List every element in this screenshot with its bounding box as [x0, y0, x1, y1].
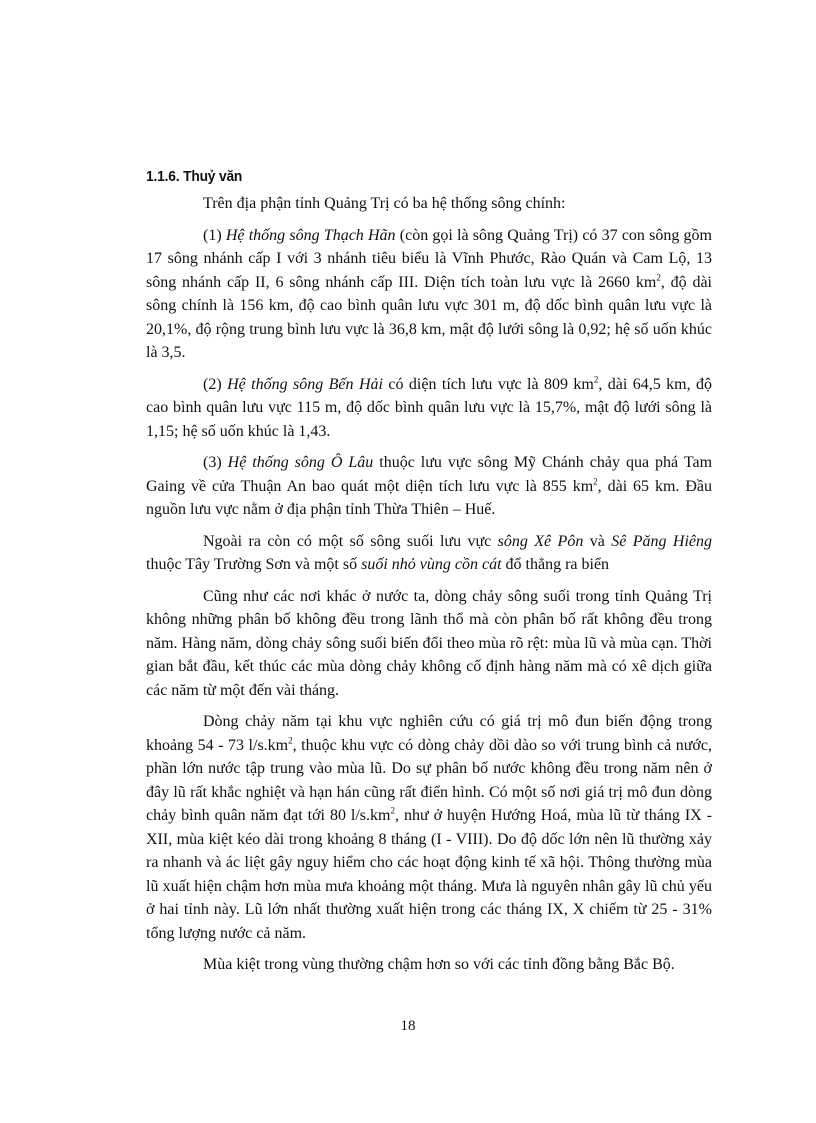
superscript: 2: [593, 476, 598, 487]
italic-text: suối nhỏ vùng cồn cát: [361, 556, 502, 573]
text-run: đổ thẳng ra biển: [501, 556, 610, 573]
paragraph-6: [146, 585, 712, 703]
text-run: Ngoài ra còn có một số sông suối lưu vực: [203, 532, 498, 550]
paragraph-4: [146, 451, 712, 522]
document-page: [146, 168, 712, 985]
section-heading: 1.1.6. Thuỷ văn: [146, 168, 243, 185]
superscript: 2: [656, 272, 661, 283]
paragraph-8: [146, 953, 712, 977]
text-run: thuộc Tây Trường Sơn và một số: [146, 556, 362, 573]
paragraph-3: [146, 373, 712, 444]
page-number: 18: [400, 1018, 416, 1034]
text-run: Dòng chảy năm tại khu vực nghiên cứu có giá trị mô đun biến động trong khoảng 54 - 73 l/s.km: [146, 713, 712, 754]
text-run: và: [583, 532, 612, 550]
paragraph-2: [146, 224, 712, 365]
superscript: 2: [390, 805, 395, 816]
text-run: (1): [203, 226, 226, 244]
body-text: [146, 192, 712, 977]
text-run: (3): [203, 454, 228, 471]
italic-text: Hệ thống sông Bến Hải: [227, 375, 383, 393]
text-run: Trên địa phận tỉnh Quảng Trị có ba hệ thống sông chính:: [203, 195, 566, 212]
text-run: , dài 64,5 km, độ cao bình quân lưu vực 115 m, độ dốc bình quân lưu vực là 15,7%, mật độ lưới sông là 1,15; hệ số uốn khúc là 1,43.: [146, 375, 713, 440]
text-run: (còn gọi là sông Quảng Trị) có 37 con sông gồm 17 sông nhánh cấp I với 3 nhánh tiêu biểu là Vĩnh Phước, Rào Quán và Cam Lộ, 13 sông nhánh cấp II, 6 sông nhánh cấp III. Diện tích toàn lưu vực là 2660 km: [146, 226, 712, 291]
text-run: , như ở huyện Hướng Hoá, mùa lũ từ tháng IX - XII, mùa kiệt kéo dài trong khoảng 8 tháng (I - VIII). Do độ dốc lớn nên lũ thường xảy ra nhanh và ác liệt gây nguy hiểm cho các hoạt động kinh tế xã hội. Thông thường mùa lũ xuất hiện chậm hơn mùa mưa khoảng một tháng. Mưa là nguyên nhân gây lũ chủ yếu ở hai tỉnh này. Lũ lớn nhất thường xuất hiện trong các tháng IX, X chiếm từ 25 - 31% tổng lượng nước cả năm.: [146, 807, 712, 942]
paragraph-5: [146, 530, 712, 577]
italic-text: Hệ thống sông Thạch Hãn: [225, 226, 396, 244]
text-run: có diện tích lưu vực là 809 km: [382, 375, 594, 393]
paragraph-1: [146, 192, 712, 216]
paragraph-7: [146, 710, 712, 945]
text-run: (2): [203, 375, 228, 393]
text-run: Mùa kiệt trong vùng thường chậm hơn so với các tỉnh đồng bằng Bắc Bộ.: [203, 956, 675, 973]
text-run: Cũng như các nơi khác ở nước ta, dòng chảy sông suối trong tỉnh Quảng Trị không những phân bố không đều trong lãnh thổ mà còn phân bố rất không đều trong năm. Hàng năm, dòng chảy sông suối biến đổi theo mùa rõ rệt: mùa lũ và mùa cạn. Thời gian bắt đầu, kết thúc các mùa dòng chảy không cố định hàng năm mà có xê dịch giữa các năm từ một đến vài tháng.: [146, 587, 712, 699]
superscript: 2: [288, 735, 293, 746]
text-run: , độ dài sông chính là 156 km, độ cao bình quân lưu vực 301 m, độ dốc bình quân lưu vực là 20,1%, độ rộng trung bình lưu vực là 36,8 km, mật độ lưới sông là 0,92; hệ số uốn khúc là 3,5.: [146, 273, 712, 361]
italic-text: sông Xê Pôn: [497, 532, 584, 550]
text-run: , dài 65 km. Đầu nguồn lưu vực nằm ở địa phận tỉnh Thừa Thiên – Huế.: [146, 477, 712, 518]
text-run: thuộc lưu vực sông Mỹ Chánh chảy qua phá Tam Gaing về cửa Thuận An bao quát một diện tích lưu vực là 855 km: [146, 454, 713, 495]
italic-text: Sê Păng Hiêng: [611, 532, 713, 550]
text-run: , thuộc khu vực có dòng chảy dồi dào so với trung bình cả nước, phần lớn nước tập trung vào mùa lũ. Do sự phân bố nước không đều trong năm nên ở đây lũ rất khắc nghiệt và hạn hán cũng rất điển hình. Có một số nơi giá trị mô đun dòng chảy bình quân năm đạt tới 80 l/s.km: [146, 736, 712, 824]
superscript: 2: [593, 374, 599, 385]
italic-text: Hệ thống sông Ô Lâu: [227, 454, 374, 471]
